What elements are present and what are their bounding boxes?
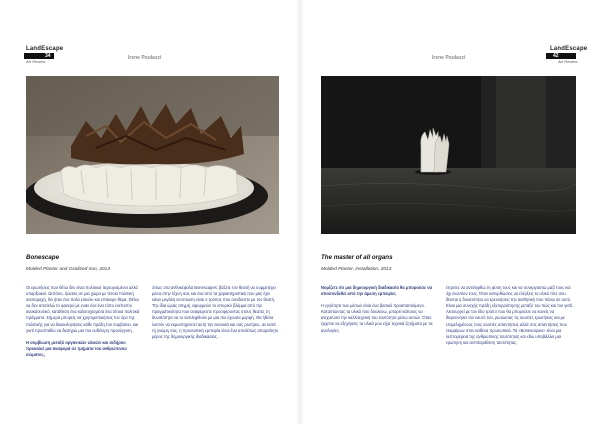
text-column-1 — [321, 285, 437, 340]
section-label: Art Review — [26, 59, 46, 64]
magazine-logo: LandEscape — [26, 46, 64, 52]
text-column-2 — [152, 285, 279, 346]
hands-installation-photo — [321, 76, 576, 234]
caption-title: Bonescape — [26, 254, 60, 261]
magazine-logo: LandEscape — [550, 46, 588, 52]
caption-subtitle: Molded Plaster, installation, 2013 — [321, 267, 392, 272]
caption-subtitle: Molded Plaster and Oxidized iron, 2013 — [26, 267, 110, 272]
bonescape-photo — [26, 76, 279, 234]
author-name: Irene Poulazzi — [432, 55, 466, 61]
page-number: 42 — [550, 53, 562, 59]
paragraph: έπρεπε να αντιληφθώ τη φύση τους και να συνεργαστώ μαζί τους και όχι εναντίον τους. Όταν κατορθώσεις να ελέγξεις το υλικό τότε σου δίνεται η δυνατότητα να ερευνήσεις την αισθητική που πάνω σε αυτό. Είναι μια συνεχής πράξη εξισορρόπησης μεταξύ του πώς και του γιατί. Λειτουργεί με τον ίδιο τρόπο που θα μπορούσε να κανείς να διερευνήσει τον εαυτό του, ρωτώντας τις σωστές ερωτήσεις και με επιμελημένους τους σωστές απαντήσεις αλλά στις απαντήσεις που τεκμαίρων στον καθένα προσωπικά. Τα «Bonescapes» είναι μια λεπτομέρεια της ανθρώπινης ταυτότητας και εδώ υποβάλλει μια ερώτηση και αντιπαράθεση ταυτότητας. — [446, 285, 574, 345]
right-page — [300, 0, 600, 424]
question-paragraph: Η συμβίωση μεταξύ οργανικών υλικών και σιδήρου προκαλεί μια αναφορά σε τμήματα του ανθρώπινου σώματος, — [26, 339, 127, 357]
paragraph: Η εγγύτητα των μέσων είναι ένα βασικό προαπαιτούμενο. Καταστώντας τα υλικά που δουλεύω, μπορεί κάποιος να ανιχνεύσει την καλλιτεχνική του ταυτότητα μέσω αυτών. Όταν έρχεται να εξηγήσεις τα υλικά μου είχα τεχνικά ζητήματα με τις αναλογίες. — [321, 303, 433, 333]
text-column-1 — [26, 285, 143, 364]
page-number: 34 — [42, 53, 54, 59]
paragraph: όπως στα ανθοκέφαλα Bonescapes: βάζετε τον θεατή να συμμετέχει μέσα στην τέχνη σας και ένα από τα χαρακτηριστικά που μας έχει κάνει μεγάλη εντύπωση είναι ο τρόπος που συνδέεστε με τον θεατή. Την ίδια ώρας στιγμή, αφορμεύει το ιστορικό βλέμμα από την πραγματικότητα που αναφέρεστε προσφέροντας στους θεατές τη δυνατότητα να το αντιληφθούν με μια πιο έχουσα μορφή. Θα ήθελα λοιπόν να εκμυστηρευτεί αυτή την εικονικά και σας ρωτήσω, αν κατά τη γνώμη σας, η προσωπική εμπειρία είναι ένα απολύτως απαραίτητο μέρος της δημιουργικής διαδικασίας… — [152, 285, 279, 339]
paragraph: Οι ερωτήσεις που θέτω δεν είναι πολιτικοί περιορισμένοι αλλά υπαρξιακοί. Ωστόσο, ζώντας σε μια χώρα με τέτοια πολιτική αναταραχή, θα ήταν ένα πολύ εύκολο και επίκαιρο θέμα. Θέλω να δεν αποτελώ το φανερό με εναν ένα ένα τόπο ενέπιστοι ανακατευτικό, κατάθεση ένα καλοτυχισμένα ένα τέτοια πολιτικά πράγματα. Σήμερα μπορείς να χρησιμοποιήσεις τον όρο της πολιτικής για να δικαιολογήσεις κάθε πράξη του συμβαίνει, και γιατί προσπαθώ να διατηρώ μια πιο ουδέτερη προσέγγιση. — [26, 285, 140, 333]
section-label: Art Review — [558, 59, 578, 64]
caption-title: The master of all organs — [321, 254, 393, 261]
author-name: Irene Poulazzi — [128, 55, 162, 61]
question-paragraph: Νομίζετε ότι μια δημιουργική διαδικασία θα μπορούσε να αποσυνδεθεί από την άμεση εμπειρία; — [321, 285, 432, 297]
text-column-2 — [446, 285, 576, 352]
